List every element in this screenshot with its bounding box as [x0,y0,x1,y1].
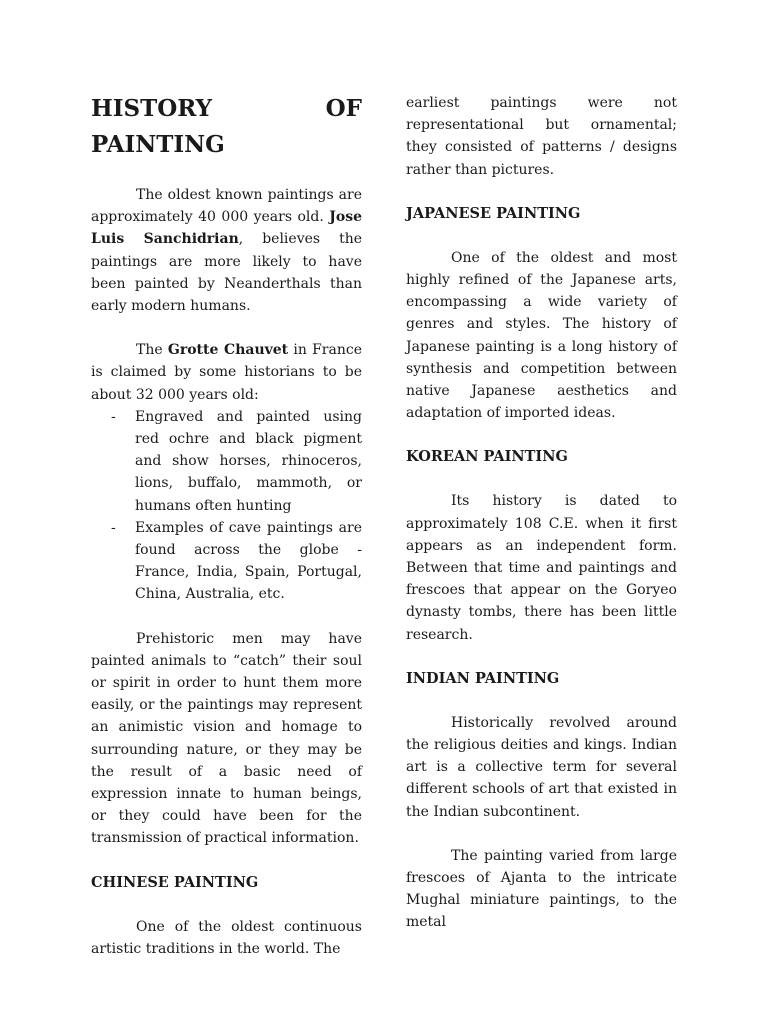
intro-paragraph-2: The Grotte Chauvet in France is claimed by some historians to be about 32 000 years old: [91,342,362,403]
list-item: - Examples of cave paintings are found across the globe - France, India, Spain, Portugal, China, Australia, etc. [135,517,362,606]
indian-paragraph-2: The painting varied from large frescoes of Ajanta to the intricate Mughal miniature paintings, to the metal [406,847,677,931]
section-heading-japanese: JAPANESE PAINTING [406,204,581,222]
intro-paragraph-1: The oldest known paintings are approximately 40 000 years old. Jose Luis Sanchidrian, believes the paintings are more likely to have been painted by Neanderthals than early modern humans. [91,187,362,315]
chinese-paragraph-continued: earliest paintings were not representational but ornamental; they consisted of patterns / designs rather than pictures. [406,95,677,178]
title-line-2: PAINTING [91,131,225,158]
list-item: - Engraved and painted using red ochre and black pigment and show horses, rhinoceros, lions, buffalo, mammoth, or humans often hunting [135,406,362,517]
chinese-paragraph-start: One of the oldest continuous artistic traditions in the world. The [91,918,362,957]
site-name: Grotte Chauvet [167,342,289,359]
japanese-paragraph: One of the oldest and most highly refined of the Japanese arts, encompassing a wide variety of genres and styles. The history of Japanese painting is a long history of synthesis and competition between native Japanese aesthetics and adaptation of imported ideas. [406,249,677,422]
title-line-1: HISTORY OF [91,95,362,122]
cave-painting-list [91,406,362,606]
intro-paragraph-3: Prehistoric men may have painted animals to “catch” their soul or spirit in order to hunt them more easily, or the paintings may represent an animistic vision and homage to surrounding nature, or they may be the result of a basic need of expression innate to human beings, or they could have been for the transmission of practical information. [91,630,362,847]
indian-paragraph-1: Historically revolved around the religious deities and kings. Indian art is a collective term for several different schools of art that existed in the Indian subcontinent. [406,714,677,820]
section-heading-chinese: CHINESE PAINTING [91,873,259,891]
page-title [91,91,362,163]
right-column [406,0,677,934]
author-name: Jose Luis Sanchidrian [91,209,362,248]
left-column [91,0,362,960]
korean-paragraph: Its history is dated to approximately 108 C.E. when it first appears as an independent form. Between that time and paintings and frescoes that appear on the Goryeo dynasty tombs, there has been little research. [406,493,677,643]
section-heading-indian: INDIAN PAINTING [406,669,560,687]
section-heading-korean: KOREAN PAINTING [406,448,568,466]
